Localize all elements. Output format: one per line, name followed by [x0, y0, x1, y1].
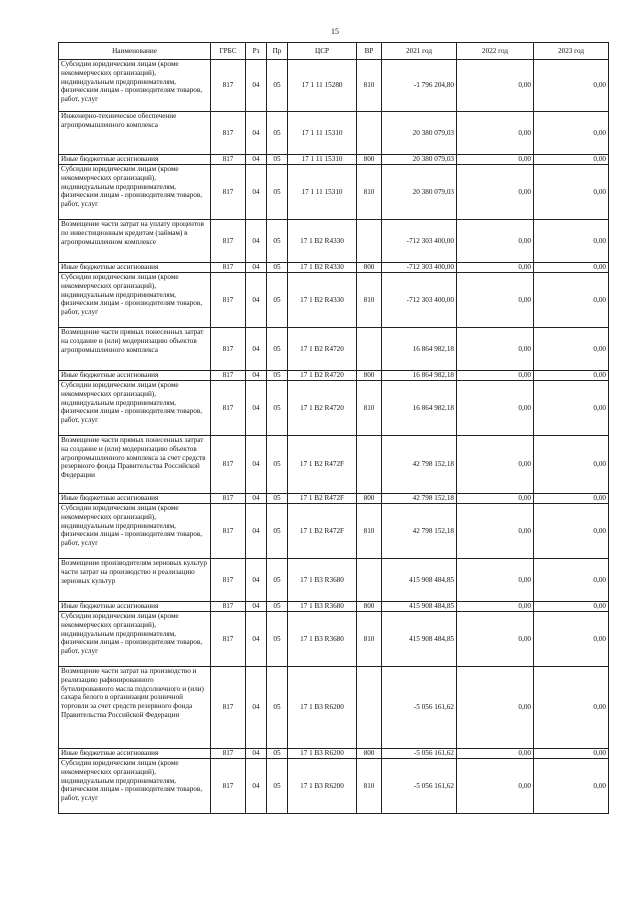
- table-row: [59, 60, 609, 112]
- cell-2023: 0,00: [534, 371, 609, 381]
- cell-rz: 04: [246, 220, 267, 263]
- cell-vr: 810: [357, 165, 382, 220]
- cell-pr: 05: [267, 220, 288, 263]
- cell-2021: 415 908 484,85: [382, 612, 457, 667]
- table-row: [59, 165, 609, 220]
- cell-rz: 04: [246, 559, 267, 602]
- cell-name: Иные бюджетные ассигнования: [59, 155, 211, 165]
- cell-rz: 04: [246, 749, 267, 759]
- cell-csr: 17 1 B2 R472F: [288, 504, 357, 559]
- cell-vr: 800: [357, 371, 382, 381]
- table-row: [59, 749, 609, 759]
- cell-2021: 42 798 152,18: [382, 504, 457, 559]
- cell-2022: 0,00: [457, 759, 534, 814]
- cell-rz: 04: [246, 667, 267, 749]
- cell-2023: 0,00: [534, 749, 609, 759]
- cell-rz: 04: [246, 60, 267, 112]
- table-row: [59, 328, 609, 371]
- cell-2022: 0,00: [457, 667, 534, 749]
- cell-csr: 17 1 B2 R472F: [288, 436, 357, 494]
- cell-rz: 04: [246, 328, 267, 371]
- cell-pr: 05: [267, 155, 288, 165]
- cell-grbs: 817: [211, 759, 246, 814]
- cell-grbs: 817: [211, 749, 246, 759]
- cell-2022: 0,00: [457, 273, 534, 328]
- cell-pr: 05: [267, 381, 288, 436]
- cell-2021: 415 908 484,85: [382, 559, 457, 602]
- cell-2023: 0,00: [534, 667, 609, 749]
- table-row: [59, 155, 609, 165]
- cell-2022: 0,00: [457, 263, 534, 273]
- cell-2021: 16 864 982,18: [382, 371, 457, 381]
- cell-2021: 20 380 079,03: [382, 155, 457, 165]
- cell-2023: 0,00: [534, 602, 609, 612]
- cell-2023: 0,00: [534, 381, 609, 436]
- cell-grbs: 817: [211, 328, 246, 371]
- cell-rz: 04: [246, 155, 267, 165]
- cell-2021: 42 798 152,18: [382, 436, 457, 494]
- cell-name: Субсидии юридическим лицам (кроме некоммерческих организаций), индивидуальным предпринимателям, физическим лицам - производителям товаров, работ, услуг: [59, 759, 211, 814]
- cell-vr: [357, 667, 382, 749]
- page-number: 15: [331, 27, 339, 36]
- cell-grbs: 817: [211, 494, 246, 504]
- cell-2021: 415 908 484,85: [382, 602, 457, 612]
- cell-csr: 17 1 B2 R4330: [288, 273, 357, 328]
- cell-csr: 17 1 B3 R6200: [288, 759, 357, 814]
- cell-2022: 0,00: [457, 220, 534, 263]
- cell-2022: 0,00: [457, 504, 534, 559]
- header-vr: ВР: [357, 43, 382, 60]
- cell-2021: -1 796 204,80: [382, 60, 457, 112]
- cell-2023: 0,00: [534, 328, 609, 371]
- cell-pr: 05: [267, 436, 288, 494]
- cell-rz: 04: [246, 273, 267, 328]
- cell-2022: 0,00: [457, 436, 534, 494]
- cell-2023: 0,00: [534, 165, 609, 220]
- cell-vr: [357, 112, 382, 155]
- cell-2022: 0,00: [457, 328, 534, 371]
- cell-name: Субсидии юридическим лицам (кроме некоммерческих организаций), индивидуальным предпринимателям, физическим лицам - производителям товаров, работ, услуг: [59, 381, 211, 436]
- cell-grbs: 817: [211, 165, 246, 220]
- cell-vr: [357, 436, 382, 494]
- cell-2022: 0,00: [457, 494, 534, 504]
- cell-rz: 04: [246, 371, 267, 381]
- cell-2023: 0,00: [534, 60, 609, 112]
- cell-2022: 0,00: [457, 749, 534, 759]
- cell-2023: 0,00: [534, 436, 609, 494]
- table-row: [59, 612, 609, 667]
- cell-pr: 05: [267, 612, 288, 667]
- cell-2021: 16 864 982,18: [382, 381, 457, 436]
- table-row: [59, 112, 609, 155]
- cell-vr: 810: [357, 60, 382, 112]
- cell-name: Иные бюджетные ассигнования: [59, 263, 211, 273]
- cell-csr: 17 1 B3 R6200: [288, 749, 357, 759]
- cell-grbs: 817: [211, 371, 246, 381]
- cell-rz: 04: [246, 263, 267, 273]
- cell-grbs: 817: [211, 273, 246, 328]
- table-row: [59, 436, 609, 494]
- cell-vr: [357, 328, 382, 371]
- cell-csr: 17 1 B3 R3680: [288, 612, 357, 667]
- cell-pr: 05: [267, 328, 288, 371]
- cell-2023: 0,00: [534, 112, 609, 155]
- cell-2022: 0,00: [457, 602, 534, 612]
- cell-2023: 0,00: [534, 559, 609, 602]
- cell-2021: -5 056 161,62: [382, 667, 457, 749]
- cell-2021: -712 303 400,00: [382, 273, 457, 328]
- cell-pr: 05: [267, 749, 288, 759]
- cell-2021: 42 798 152,18: [382, 494, 457, 504]
- table-row: [59, 263, 609, 273]
- cell-name: Возмещение части затрат на производство и реализацию рафинированного бутилированного масла подсолнечного и (или) сахара белого в организации розничной торговли за счет средств резервного фонда Правительства Российской Федерации: [59, 667, 211, 749]
- cell-grbs: 817: [211, 381, 246, 436]
- cell-name: Субсидии юридическим лицам (кроме некоммерческих организаций), индивидуальным предпринимателям, физическим лицам - производителям товаров, работ, услуг: [59, 60, 211, 112]
- cell-pr: 05: [267, 504, 288, 559]
- cell-rz: 04: [246, 759, 267, 814]
- header-2021: 2021 год: [382, 43, 457, 60]
- table-body: [59, 60, 609, 814]
- cell-2022: 0,00: [457, 112, 534, 155]
- cell-2023: 0,00: [534, 263, 609, 273]
- cell-name: Возмещение производителям зерновых культур части затрат на производство и реализацию зерновых культур: [59, 559, 211, 602]
- cell-grbs: 817: [211, 612, 246, 667]
- cell-csr: 17 1 B2 R4720: [288, 381, 357, 436]
- cell-pr: 05: [267, 263, 288, 273]
- cell-2023: 0,00: [534, 220, 609, 263]
- cell-rz: 04: [246, 612, 267, 667]
- cell-pr: 05: [267, 371, 288, 381]
- cell-2023: 0,00: [534, 155, 609, 165]
- table-row: [59, 381, 609, 436]
- header-grbs: ГРБС: [211, 43, 246, 60]
- cell-csr: 17 1 B2 R4720: [288, 371, 357, 381]
- table-row: [59, 602, 609, 612]
- cell-grbs: 817: [211, 112, 246, 155]
- cell-grbs: 817: [211, 60, 246, 112]
- cell-vr: 800: [357, 155, 382, 165]
- cell-pr: 05: [267, 60, 288, 112]
- cell-2023: 0,00: [534, 504, 609, 559]
- cell-csr: 17 1 B2 R4720: [288, 328, 357, 371]
- cell-grbs: 817: [211, 155, 246, 165]
- cell-pr: 05: [267, 602, 288, 612]
- cell-pr: 05: [267, 165, 288, 220]
- table-row: [59, 220, 609, 263]
- cell-csr: 17 1 11 15280: [288, 60, 357, 112]
- cell-grbs: 817: [211, 263, 246, 273]
- header-2023: 2023 год: [534, 43, 609, 60]
- cell-pr: 05: [267, 273, 288, 328]
- table-row: [59, 667, 609, 749]
- cell-2021: -712 303 400,00: [382, 263, 457, 273]
- cell-2021: -5 056 161,62: [382, 759, 457, 814]
- cell-2022: 0,00: [457, 381, 534, 436]
- table-row: [59, 371, 609, 381]
- cell-2022: 0,00: [457, 165, 534, 220]
- cell-grbs: 817: [211, 602, 246, 612]
- cell-name: Возмещение части прямых понесенных затрат на создание и (или) модернизацию объектов агропромышленного комплекса за счет средств резервного фонда Правительства Российской Федерации: [59, 436, 211, 494]
- cell-csr: 17 1 11 15310: [288, 155, 357, 165]
- cell-csr: 17 1 B2 R4330: [288, 220, 357, 263]
- cell-name: Субсидии юридическим лицам (кроме некоммерческих организаций), индивидуальным предпринимателям, физическим лицам - производителям товаров, работ, услуг: [59, 165, 211, 220]
- cell-2023: 0,00: [534, 612, 609, 667]
- cell-name: Субсидии юридическим лицам (кроме некоммерческих организаций), индивидуальным предпринимателям, физическим лицам - производителям товаров, работ, услуг: [59, 612, 211, 667]
- cell-vr: 800: [357, 494, 382, 504]
- header-csr: ЦСР: [288, 43, 357, 60]
- cell-vr: 810: [357, 504, 382, 559]
- header-pr: Пр: [267, 43, 288, 60]
- cell-pr: 05: [267, 667, 288, 749]
- cell-grbs: 817: [211, 436, 246, 494]
- cell-csr: 17 1 11 15310: [288, 112, 357, 155]
- cell-csr: 17 1 B3 R3680: [288, 602, 357, 612]
- cell-grbs: 817: [211, 220, 246, 263]
- cell-2023: 0,00: [534, 273, 609, 328]
- cell-csr: 17 1 B3 R6200: [288, 667, 357, 749]
- cell-2021: 20 380 079,03: [382, 112, 457, 155]
- cell-grbs: 817: [211, 504, 246, 559]
- cell-grbs: 817: [211, 559, 246, 602]
- cell-name: Возмещение части прямых понесенных затрат на создание и (или) модернизацию объектов агропромышленного комплекса: [59, 328, 211, 371]
- cell-rz: 04: [246, 504, 267, 559]
- cell-vr: [357, 559, 382, 602]
- cell-vr: 800: [357, 263, 382, 273]
- budget-table: [58, 42, 609, 814]
- cell-2022: 0,00: [457, 559, 534, 602]
- cell-pr: 05: [267, 759, 288, 814]
- table-row: [59, 273, 609, 328]
- cell-vr: 810: [357, 381, 382, 436]
- cell-rz: 04: [246, 165, 267, 220]
- table-row: [59, 759, 609, 814]
- cell-2021: 20 380 079,03: [382, 165, 457, 220]
- cell-2022: 0,00: [457, 60, 534, 112]
- table-row: [59, 559, 609, 602]
- cell-vr: 810: [357, 612, 382, 667]
- cell-rz: 04: [246, 602, 267, 612]
- cell-csr: 17 1 B2 R4330: [288, 263, 357, 273]
- cell-name: Иные бюджетные ассигнования: [59, 602, 211, 612]
- cell-rz: 04: [246, 112, 267, 155]
- cell-2022: 0,00: [457, 371, 534, 381]
- cell-rz: 04: [246, 494, 267, 504]
- header-2022: 2022 год: [457, 43, 534, 60]
- cell-vr: 800: [357, 749, 382, 759]
- cell-vr: 810: [357, 273, 382, 328]
- cell-pr: 05: [267, 494, 288, 504]
- cell-2021: -5 056 161,62: [382, 749, 457, 759]
- cell-2022: 0,00: [457, 155, 534, 165]
- cell-csr: 17 1 B3 R3680: [288, 559, 357, 602]
- header-rz: Рз: [246, 43, 267, 60]
- cell-name: Возмещение части затрат на уплату процентов по инвестиционным кредитам (займам) в агропромышленном комплексе: [59, 220, 211, 263]
- cell-vr: [357, 220, 382, 263]
- cell-2023: 0,00: [534, 494, 609, 504]
- cell-name: Иные бюджетные ассигнования: [59, 371, 211, 381]
- table-row: [59, 494, 609, 504]
- cell-vr: 800: [357, 602, 382, 612]
- cell-rz: 04: [246, 381, 267, 436]
- cell-name: Иные бюджетные ассигнования: [59, 494, 211, 504]
- cell-vr: 810: [357, 759, 382, 814]
- cell-2021: 16 864 982,18: [382, 328, 457, 371]
- cell-2022: 0,00: [457, 612, 534, 667]
- cell-name: Инженерно-техническое обеспечение агропромышленного комплекса: [59, 112, 211, 155]
- table-row: [59, 504, 609, 559]
- cell-csr: 17 1 B2 R472F: [288, 494, 357, 504]
- table-header-row: [59, 43, 609, 60]
- cell-rz: 04: [246, 436, 267, 494]
- cell-grbs: 817: [211, 667, 246, 749]
- cell-2021: -712 303 400,00: [382, 220, 457, 263]
- header-name: Наименование: [59, 43, 211, 60]
- cell-2023: 0,00: [534, 759, 609, 814]
- cell-name: Субсидии юридическим лицам (кроме некоммерческих организаций), индивидуальным предпринимателям, физическим лицам - производителям товаров, работ, услуг: [59, 273, 211, 328]
- cell-csr: 17 1 11 15310: [288, 165, 357, 220]
- cell-name: Субсидии юридическим лицам (кроме некоммерческих организаций), индивидуальным предпринимателям, физическим лицам - производителям товаров, работ, услуг: [59, 504, 211, 559]
- cell-name: Иные бюджетные ассигнования: [59, 749, 211, 759]
- cell-pr: 05: [267, 112, 288, 155]
- cell-pr: 05: [267, 559, 288, 602]
